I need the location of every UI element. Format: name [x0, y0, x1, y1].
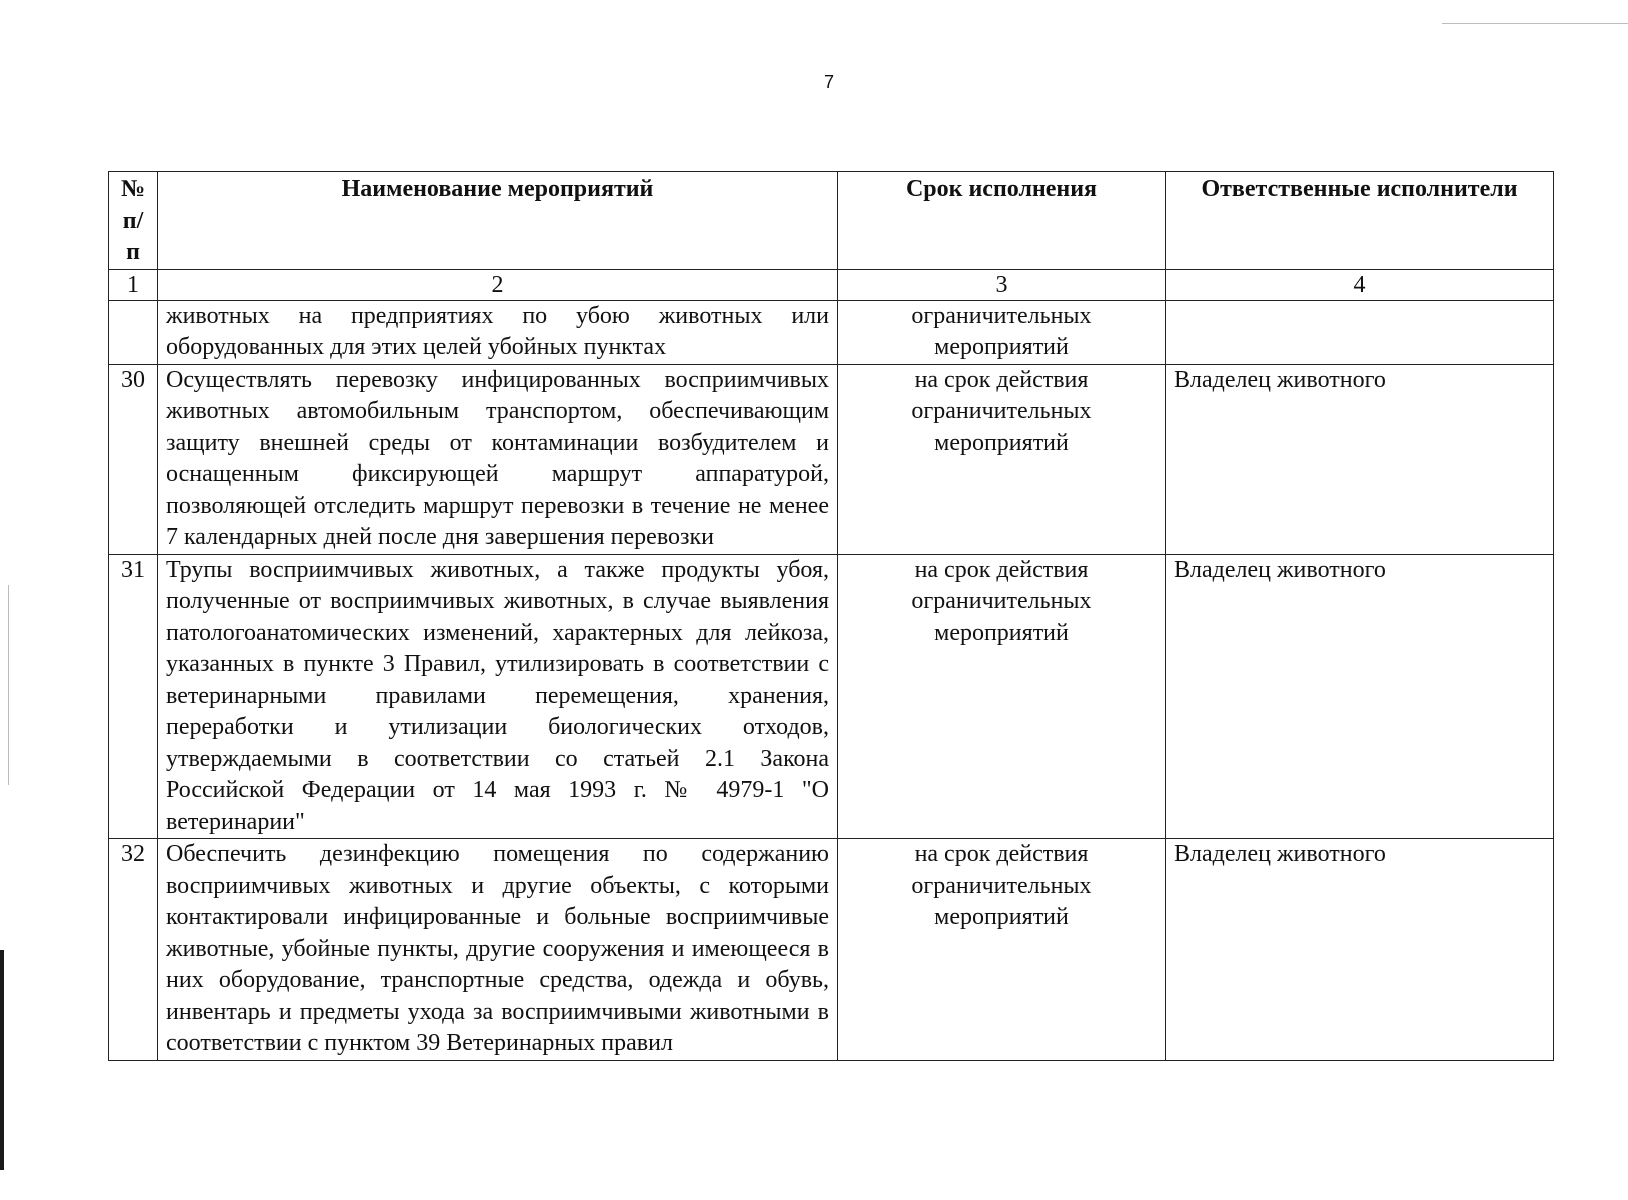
measure-text: Осуществлять перевозку инфицированных восприимчивых животных автомобильным транспортом, обеспечивающим защиту внешней среды от контаминации возбудителем и оснащенным фиксирующей маршрут аппаратурой, позволяющей отследить маршрут перевозки в течение не менее 7 календарных дней после дня завершения перевозки — [158, 364, 838, 554]
column-index-row — [109, 269, 1554, 300]
deadline-text: на срок действия ограничительных мероприятий — [838, 364, 1166, 554]
column-index-cell: 3 — [838, 269, 1166, 300]
table-header-row — [109, 172, 1554, 270]
scan-artifact-edge — [0, 950, 4, 1170]
row-number: 30 — [109, 364, 158, 554]
column-index-cell: 1 — [109, 269, 158, 300]
responsible-text: Владелец животного — [1166, 554, 1554, 839]
measures-table — [108, 171, 1554, 1061]
responsible-text — [1166, 300, 1554, 364]
page-number: 7 — [824, 72, 835, 92]
header-number: № п/п — [109, 172, 158, 270]
table-row — [109, 364, 1554, 554]
deadline-text: на срок действия ограничительных мероприятий — [838, 839, 1166, 1061]
measure-text: Обеспечить дезинфекцию помещения по содержанию восприимчивых животных и другие объекты, с которыми контактировали инфицированные и больные восприимчивые животные, убойные пункты, другие сооружения и имеющееся в них оборудование, транспортные средства, одежда и обувь, инвентарь и предметы ухода за восприимчивыми животными в соответствии с пунктом 39 Ветеринарных правил — [158, 839, 838, 1061]
scan-artifact-faint-edge — [8, 585, 9, 785]
column-index-cell: 2 — [158, 269, 838, 300]
table-row — [109, 300, 1554, 364]
scan-artifact-line — [1442, 23, 1628, 24]
responsible-text: Владелец животного — [1166, 364, 1554, 554]
header-deadline: Срок исполнения — [838, 172, 1166, 270]
row-number: 31 — [109, 554, 158, 839]
row-number: 32 — [109, 839, 158, 1061]
header-measure-name: Наименование мероприятий — [158, 172, 838, 270]
column-index-cell: 4 — [1166, 269, 1554, 300]
table-row — [109, 554, 1554, 839]
measure-text: Трупы восприимчивых животных, а также продукты убоя, полученные от восприимчивых животных, в случае выявления патологоанатомических изменений, характерных для лейкоза, указанных в пункте 3 Правил, утилизировать в соответствии с ветеринарными правилами перемещения, хранения, переработки и утилизации биологических отходов, утверждаемыми в соответствии со статьей 2.1 Закона Российской Федерации от 14 мая 1993 г. № 4979-1 "О ветеринарии" — [158, 554, 838, 839]
row-number — [109, 300, 158, 364]
header-responsible: Ответственные исполнители — [1166, 172, 1554, 270]
measure-text: животных на предприятиях по убою животных или оборудованных для этих целей убойных пунктах — [158, 300, 838, 364]
responsible-text: Владелец животного — [1166, 839, 1554, 1061]
deadline-text: на срок действия ограничительных мероприятий — [838, 554, 1166, 839]
deadline-text: ограничительных мероприятий — [838, 300, 1166, 364]
table-row — [109, 839, 1554, 1061]
